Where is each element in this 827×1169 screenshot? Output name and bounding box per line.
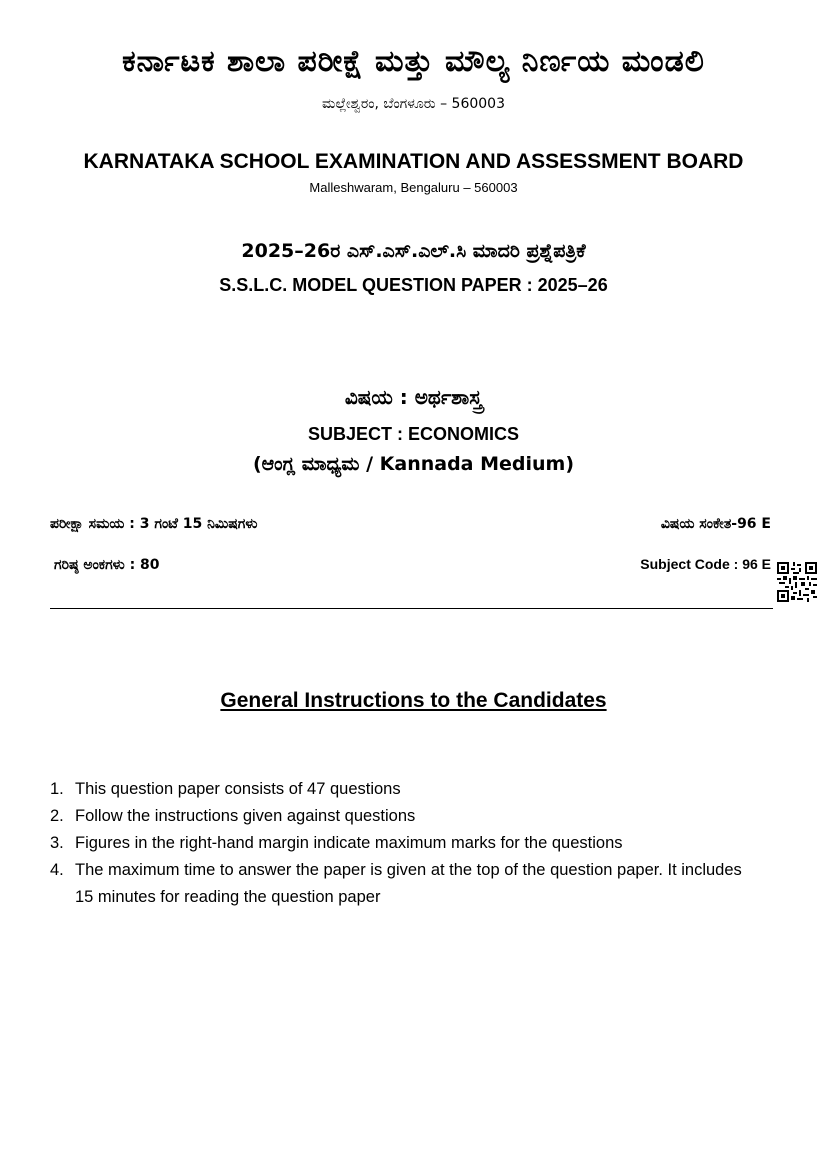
exam-duration: ಪರೀಕ್ಷಾ ಸಮಯ : 3 ಗಂಟೆ 15 ನಿಮಿಷಗಳು — [50, 516, 258, 532]
instruction-text: Figures in the right-hand margin indicate maximum marks for the questions — [75, 834, 623, 852]
board-title-english: KARNATAKA SCHOOL EXAMINATION AND ASSESSMENT BOARD — [83, 150, 744, 173]
instruction-item — [50, 803, 750, 830]
instruction-number: 4. — [50, 861, 64, 879]
instruction-text: Follow the instructions given against questions — [75, 807, 416, 825]
board-address-kannada: ಮಲ್ಲೇಶ್ವರಂ, ಬೆಂಗಳೂರು – 560003 — [322, 96, 505, 112]
paper-title-kannada: 2025–26ರ ಎಸ್.ಎಸ್.ಎಲ್.ಸಿ ಮಾದರಿ ಪ್ರಶ್ನೆಪತ್ರಿಕೆ — [241, 240, 586, 262]
subject-code-kannada: ವಿಷಯ ಸಂಕೇತ-96 E — [660, 516, 771, 532]
subject-code-english: Subject Code : 96 E — [640, 556, 771, 572]
instruction-item — [50, 857, 750, 911]
subject-english: SUBJECT : ECONOMICS — [307, 424, 520, 444]
subject-kannada: ವಿಷಯ : ಅರ್ಥಶಾಸ್ತ್ರ — [344, 385, 483, 409]
paper-title-english: S.S.L.C. MODEL QUESTION PAPER : 2025–26 — [219, 275, 608, 295]
instruction-text: This question paper consists of 47 questions — [75, 780, 401, 798]
instruction-number: 3. — [50, 834, 64, 852]
instruction-item — [50, 776, 750, 803]
qr-code-icon — [777, 562, 817, 602]
medium-label: (ಆಂಗ್ಲ ಮಾಧ್ಯಮ / Kannada Medium) — [252, 453, 575, 475]
instruction-number: 1. — [50, 780, 64, 798]
board-title-kannada: ಕರ್ನಾಟಕ ಶಾಲಾ ಪರೀಕ್ಷೆ ಮತ್ತು ಮೌಲ್ಯ ನಿರ್ಣಯ ಮಂಡಲಿ — [122, 44, 705, 79]
instructions-heading: General Instructions to the Candidates — [220, 689, 607, 712]
instruction-number: 2. — [50, 807, 64, 825]
instruction-text: The maximum time to answer the paper is given at the top of the question paper. It includes 15 minutes for reading the question paper — [75, 861, 742, 906]
maximum-marks: ಗರಿಷ್ಠ ಅಂಕಗಳು : 80 — [54, 557, 160, 573]
instruction-item — [50, 830, 750, 857]
header-divider — [50, 608, 773, 609]
board-address-english: Malleshwaram, Bengaluru – 560003 — [309, 180, 518, 195]
instructions-list — [50, 776, 750, 911]
